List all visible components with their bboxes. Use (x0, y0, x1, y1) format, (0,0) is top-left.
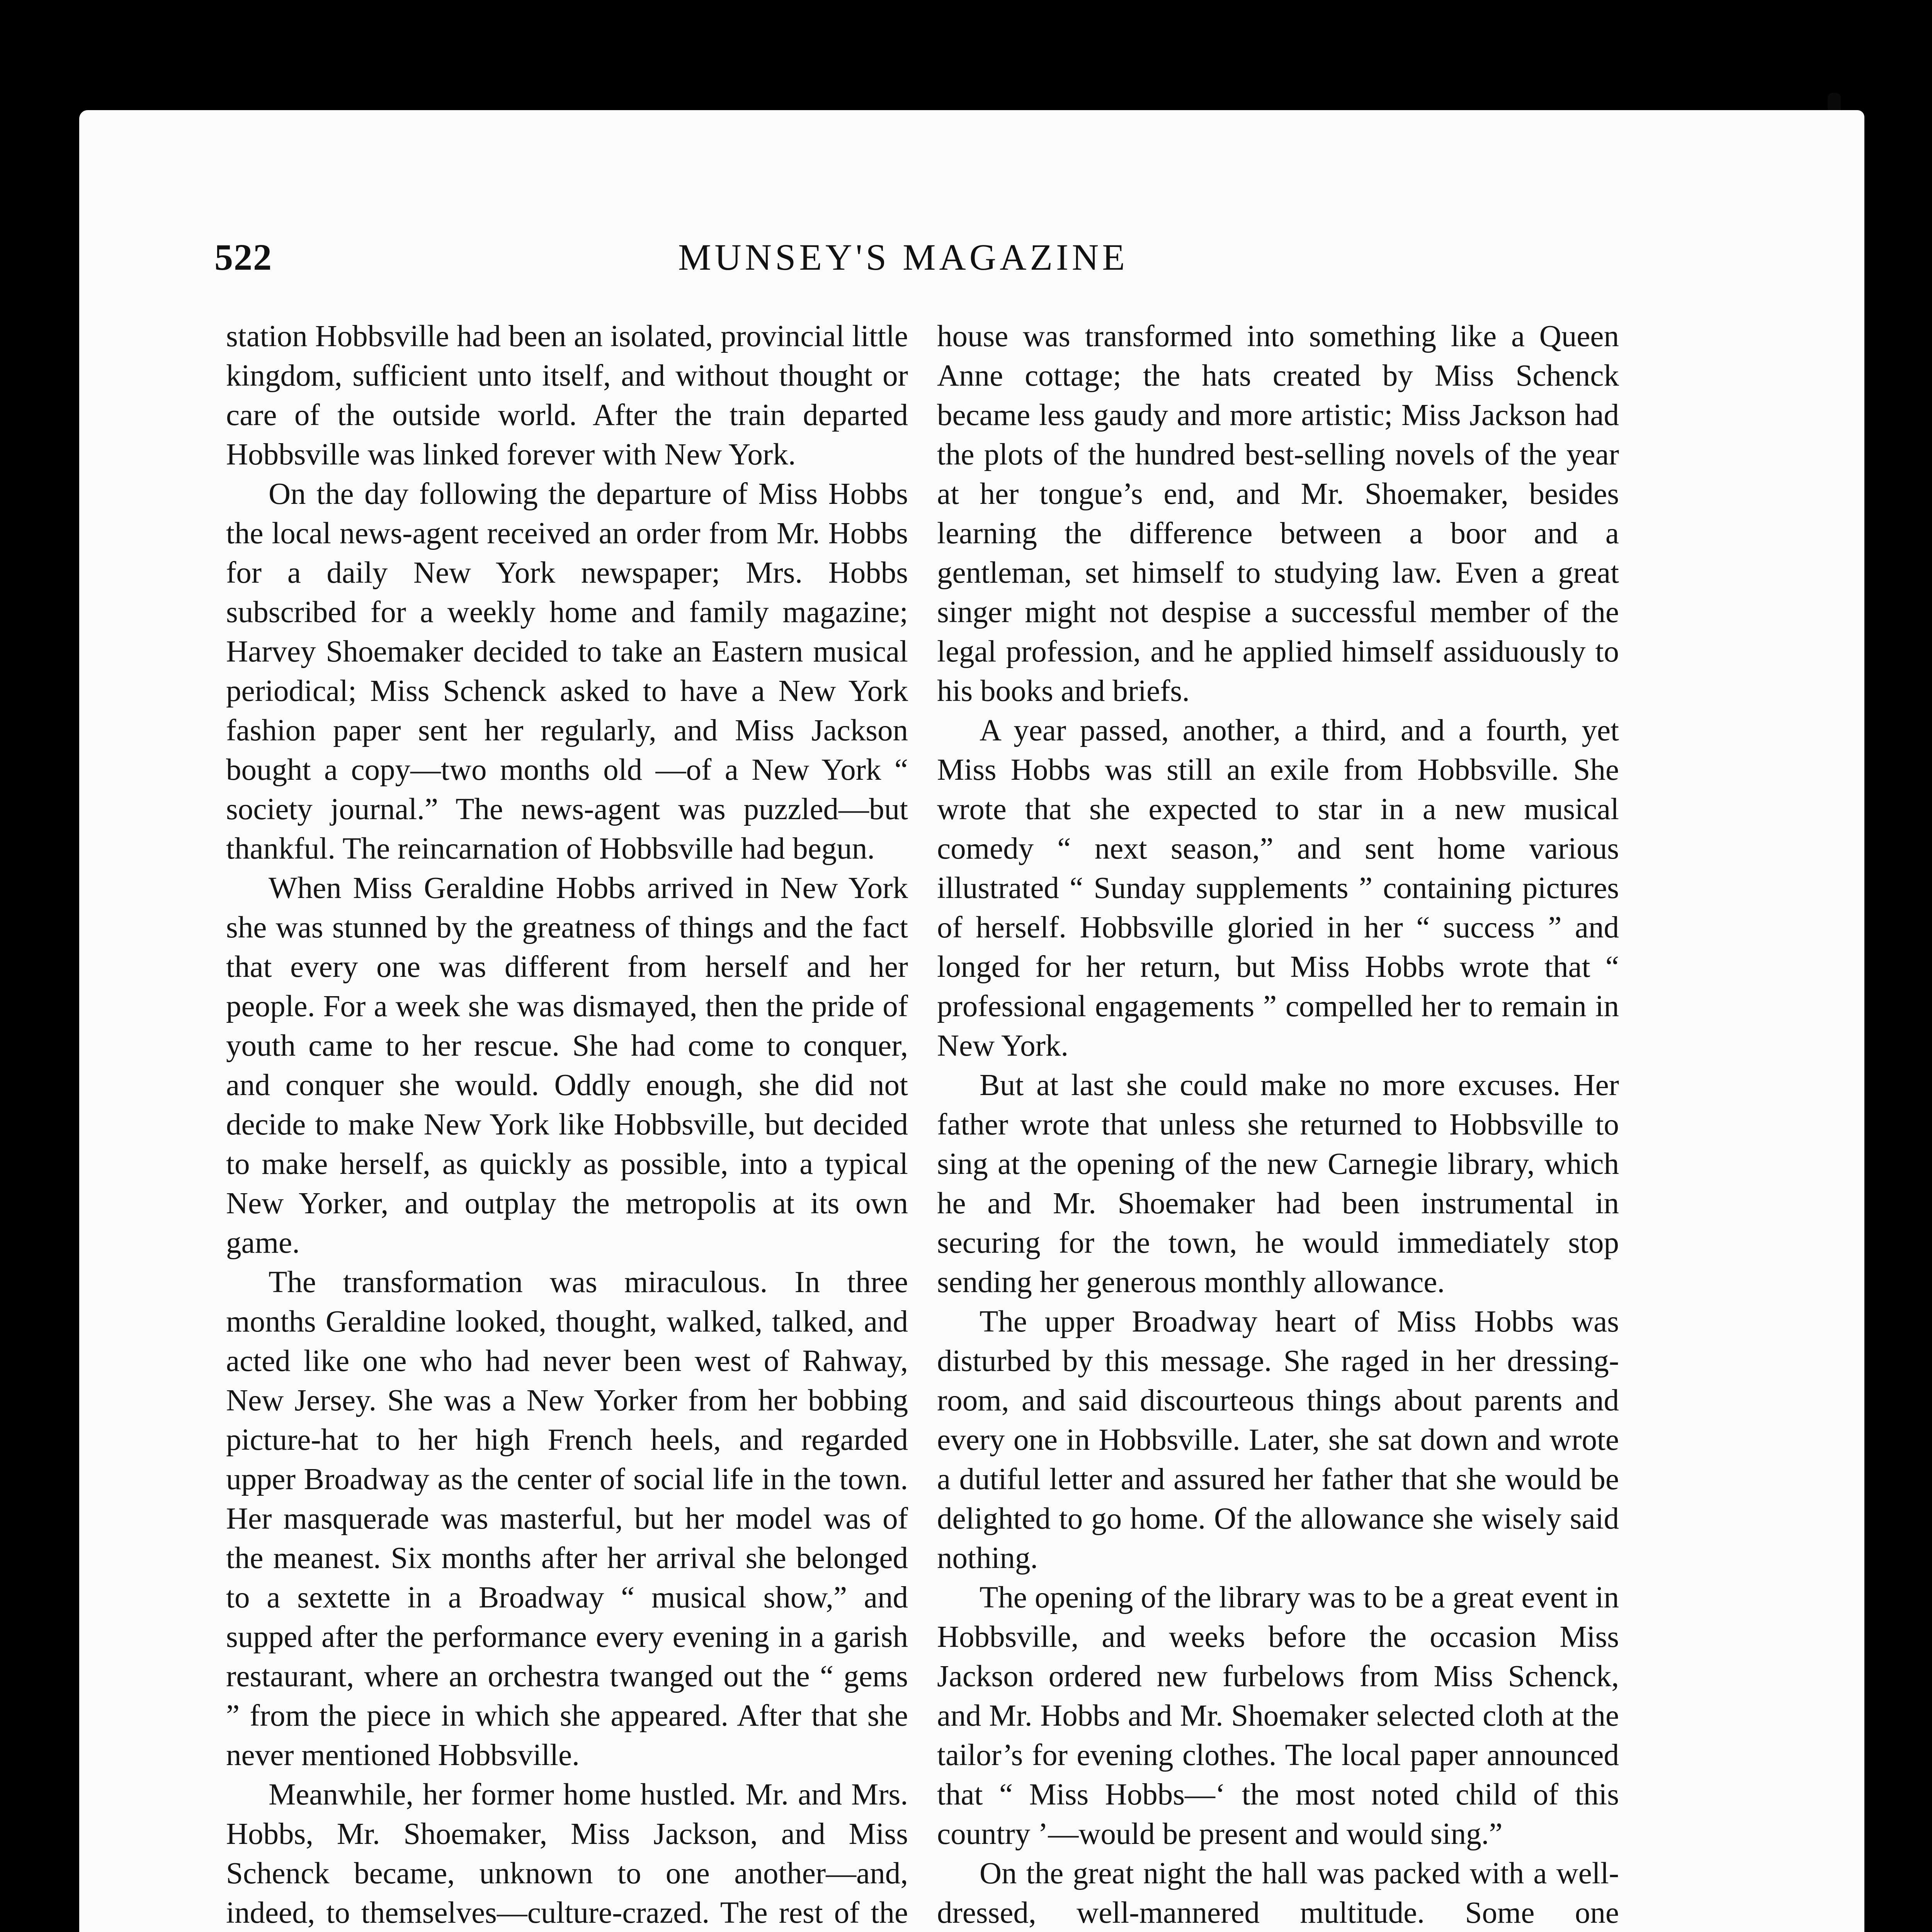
paragraph: When Miss Geraldine Hobbs arrived in New York she was stunned by the greatness of things and the fact that every one was different from herself and her people. For a week she was dismayed, then the pride of youth came to her rescue. She had come to conquer, and conquer she would. Oddly enough, she did not decide to make New York like Hobbsville, but decided to make herself, as quickly as possible, into a typical New Yorker, and outplay the metropolis at its own game. (226, 871, 908, 1260)
left-column (226, 317, 908, 1932)
paragraph: But at last she could make no more excuses. Her father wrote that unless she returned to Hobbsville to sing at the opening of the new Carnegie library, which he and Mr. Shoemaker had been instrumental in securing for the town, he would immediately stop sending her generous monthly allowance. (937, 1068, 1619, 1299)
paragraph: On the great night the hall was packed with a well-dressed, well-mannered multitude. Some one (937, 1857, 1619, 1930)
paragraph: The opening of the library was to be a great event in Hobbsville, and weeks before the occasion Miss Jackson ordered new furbelows from Miss Schenck, and Mr. Hobbs and Mr. Shoemaker selected cloth at the tailor’s for evening clothes. The local paper announced that “ Miss Hobbs—‘ the most noted child of this country ’—would be present and would sing.” (937, 1581, 1619, 1851)
paragraph: house was transformed into something like a Queen Anne cottage; the hats created by Miss Schenck became less gaudy and more artistic; Miss Jackson had the plots of the hundred best-selling novels of the year at her tongue’s end, and Mr. Shoemaker, besides learning the difference between a boor and a gentleman, set himself to studying law. Even a great singer might not despise a successful member of the legal profession, and he applied himself assiduously to his books and briefs. (937, 320, 1619, 708)
running-title: MUNSEY'S MAGAZINE (678, 236, 1128, 278)
paragraph: The upper Broadway heart of Miss Hobbs was disturbed by this message. She raged in her dressing-room, and said discourteous things about parents and every one in Hobbsville. Later, she sat down and wrote a dutiful letter and assured her father that she would be delighted to go home. Of the allowance she wisely said nothing. (937, 1305, 1619, 1575)
page-number: 522 (214, 236, 272, 278)
paragraph: station Hobbsville had been an isolated, provincial little kingdom, sufficient unto itself, and without thought or care of the outside world. After the train departed Hobbsville was linked forever with New York. (226, 320, 908, 471)
page-header (214, 236, 1609, 290)
paragraph: Meanwhile, her former home hustled. Mr. and Mrs. Hobbs, Mr. Shoemaker, Miss Jackson, and Miss Schenck became, unknown to one another—and, indeed, to themselves—culture-crazed. The rest of the (226, 1778, 908, 1930)
paragraph: On the day following the departure of Miss Hobbs the local news-agent received an order from Mr. Hobbs for a daily New York newspaper; Mrs. Hobbs subscribed for a weekly home and family magazine; Harvey Shoemaker decided to take an Eastern musical periodical; Miss Schenck asked to have a New York fashion paper sent her regularly, and Miss Jackson bought a copy—two months old —of a New York “ society journal.” The news-agent was puzzled—but thankful. The reincarnation of Hobbsville had begun. (226, 477, 908, 866)
right-column (937, 317, 1619, 1932)
paragraph: The transformation was miraculous. In three months Geraldine looked, thought, walked, talked, and acted like one who had never been west of Rahway, New Jersey. She was a New Yorker from her bobbing picture-hat to her high French heels, and regarded upper Broadway as the center of social life in the town. Her masquerade was masterful, but her model was of the meanest. Six months after her arrival she belonged to a sextette in a Broadway “ musical show,” and supped after the performance every evening in a garish restaurant, where an orchestra twanged out the “ gems ” from the piece in which she appeared. After that she never mentioned Hobbsville. (226, 1265, 908, 1772)
paragraph: A year passed, another, a third, and a fourth, yet Miss Hobbs was still an exile from Hobbsville. She wrote that she expected to star in a new musical comedy “ next season,” and sent home various illustrated “ Sunday supplements ” containing pictures of herself. Hobbsville gloried in her “ success ” and longed for her return, but Miss Hobbs wrote that “ professional engagements ” compelled her to remain in New York. (937, 714, 1619, 1063)
